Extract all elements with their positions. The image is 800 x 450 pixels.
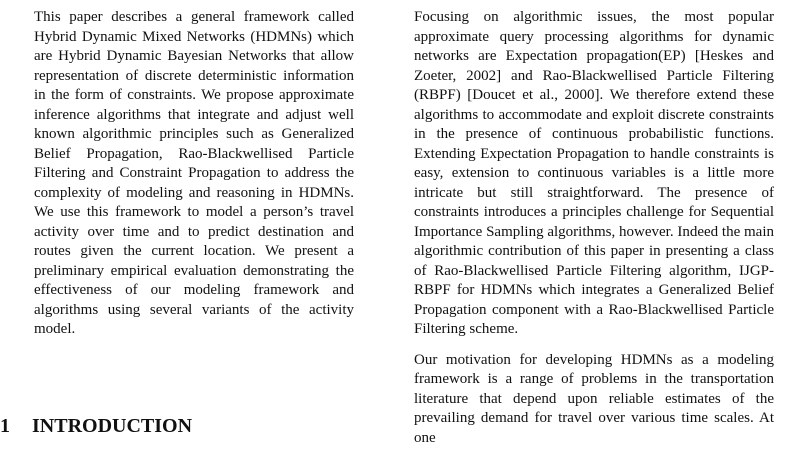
section-title: INTRODUCTION bbox=[32, 415, 193, 437]
body-paragraph-algorithms: Focusing on algorithmic issues, the most popular approximate query processing algorithms for dynamic networks are Expectation propagation(EP) [Heskes and Zoeter, 2002] and Rao-Blackwellised Particle Filtering (RBPF) [Doucet et al., 2000]. We therefore extend these algorithms to accommodate and exploit discrete constraints in the presence of continuous probabilistic functions. Extending Expectation Propagation to handle constraints is easy, extension to continuous variables is a little more intricate but still straightforward. The presence of constraints introduces a principles challenge for Sequential Importance Sampling algorithms, however. Indeed the main algorithmic contribution of this paper in presenting a class of Rao-Blackwellised Particle Filtering algorithm, IJGP-RBPF for HDMNs which integrates a Generalized Belief Propagation component with a Rao-Blackwellised Particle Filtering scheme. bbox=[414, 9, 774, 337]
introduction-column bbox=[414, 8, 774, 448]
abstract-paragraph: This paper describes a general framework called Hybrid Dynamic Mixed Networks (HDMNs) which are Hybrid Dynamic Bayesian Networks that allow representation of discrete deterministic information in the form of constraints. We propose approximate inference algorithms that integrate and adjust well known algorithmic principles such as Generalized Belief Propagation, Rao-Blackwellised Particle Filtering and Constraint Propagation to address the complexity of modeling and reasoning in HDMNs. We use this framework to model a person’s travel activity over time and to predict destination and routes given the current location. We present a preliminary empirical evaluation demonstrating the effectiveness of our modeling framework and algorithms using several variants of the activity model. bbox=[34, 9, 354, 337]
section-number: 1 bbox=[0, 415, 10, 437]
abstract-column bbox=[34, 8, 354, 340]
body-paragraph-motivation: Our motivation for developing HDMNs as a modeling framework is a range of problems in the transportation literature that depend upon reliable estimates of the prevailing demand for travel over various time scales. At one bbox=[414, 351, 774, 446]
section-heading-introduction bbox=[0, 414, 192, 438]
